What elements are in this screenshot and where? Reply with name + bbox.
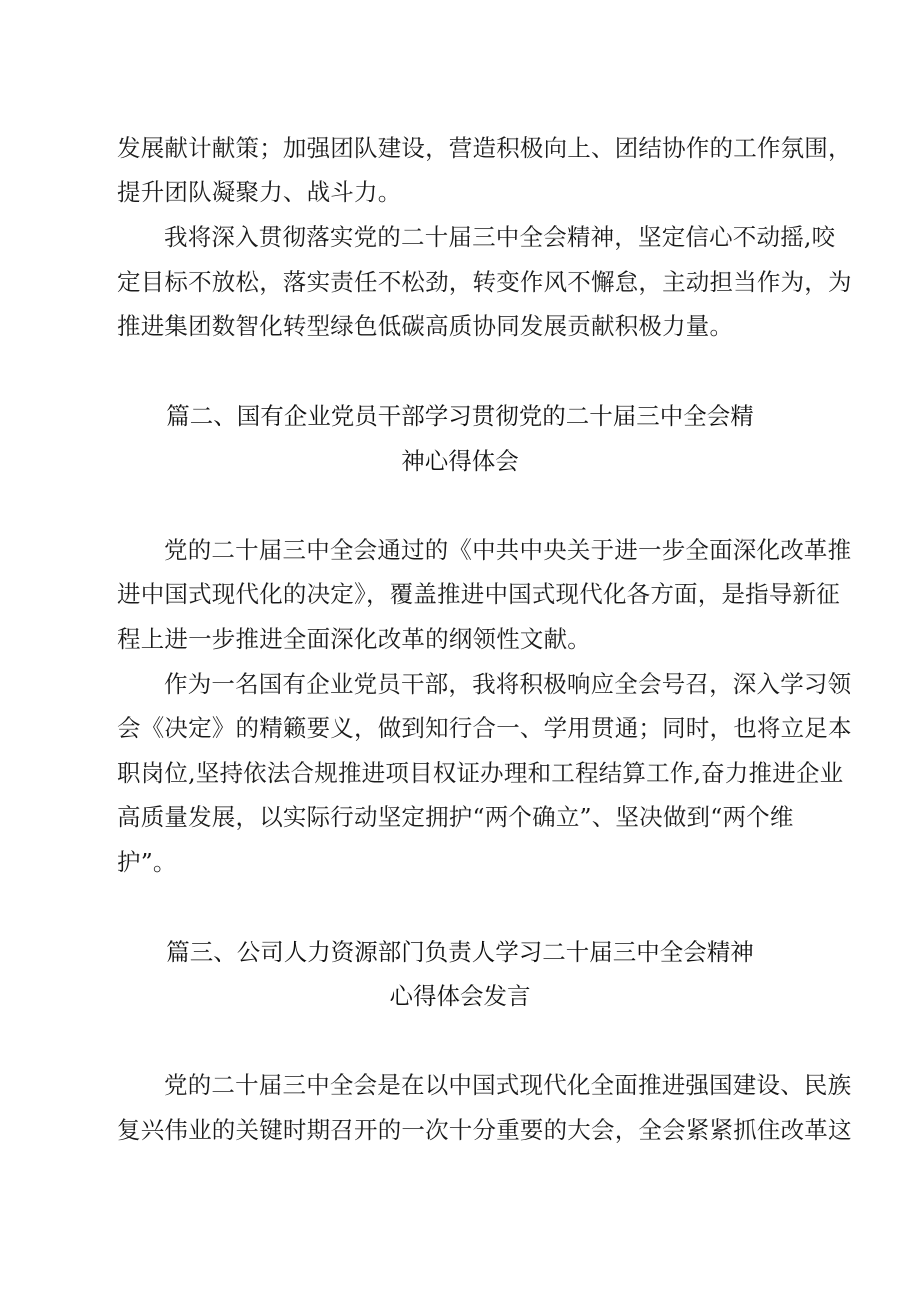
body-text-line: 发展献计献策；加强团队建设，营造积极向上、团结协作的工作氛围， (117, 134, 852, 162)
body-text-line: 定目标不放松，落实责任不松劲，转变作风不懈怠，主动担当作为，为 (117, 268, 852, 296)
body-text-line: 护”。 (117, 848, 177, 876)
section-three-title: 篇三、公司人力资源部门负责人学习二十届三中全会精神 (166, 938, 754, 966)
paragraph-first-line: 党的二十届三中全会通过的《中共中央关于进一步全面深化改革推 (164, 536, 852, 564)
body-text-line: 职岗位,坚持依法合规推进项目权证办理和工程结算工作,奋力推进企业 (117, 759, 844, 787)
paragraph-first-line: 党的二十届三中全会是在以中国式现代化全面推进强国建设、民族 (164, 1071, 852, 1099)
body-text-line: 进中国式现代化的决定》，覆盖推进中国式现代化各方面，是指导新征 (117, 580, 840, 608)
body-text-line: 推进集团数智化转型绿色低碳高质协同发展贡献积极力量。 (117, 312, 734, 340)
body-text-line: 会《决定》的精籁要义，做到知行合一、学用贯通；同时，也将立足本 (117, 714, 852, 742)
section-two-title-cont: 神心得体会 (401, 447, 519, 475)
section-three-title-cont: 心得体会发言 (389, 982, 531, 1010)
body-text-line: 提升团队凝聚力、战斗力。 (117, 178, 402, 206)
body-text-line: 复兴伟业的关键时期召开的一次十分重要的大会，全会紧紧抓住改革这 (117, 1116, 852, 1144)
paragraph-first-line: 作为一名国有企业党员干部，我将积极响应全会号召，深入学习领 (164, 670, 852, 698)
body-text-line: 程上进一步推进全面深化改革的纲领性文献。 (117, 625, 591, 653)
paragraph-first-line: 我将深入贯彻落实党的二十届三中全会精神，坚定信心不动摇,咬 (164, 223, 836, 251)
section-two-title: 篇二、国有企业党员干部学习贯彻党的二十届三中全会精 (166, 402, 754, 430)
body-text-line: 高质量发展，以实际行动坚定拥护“两个确立”、坚决做到“两个维 (117, 803, 794, 831)
